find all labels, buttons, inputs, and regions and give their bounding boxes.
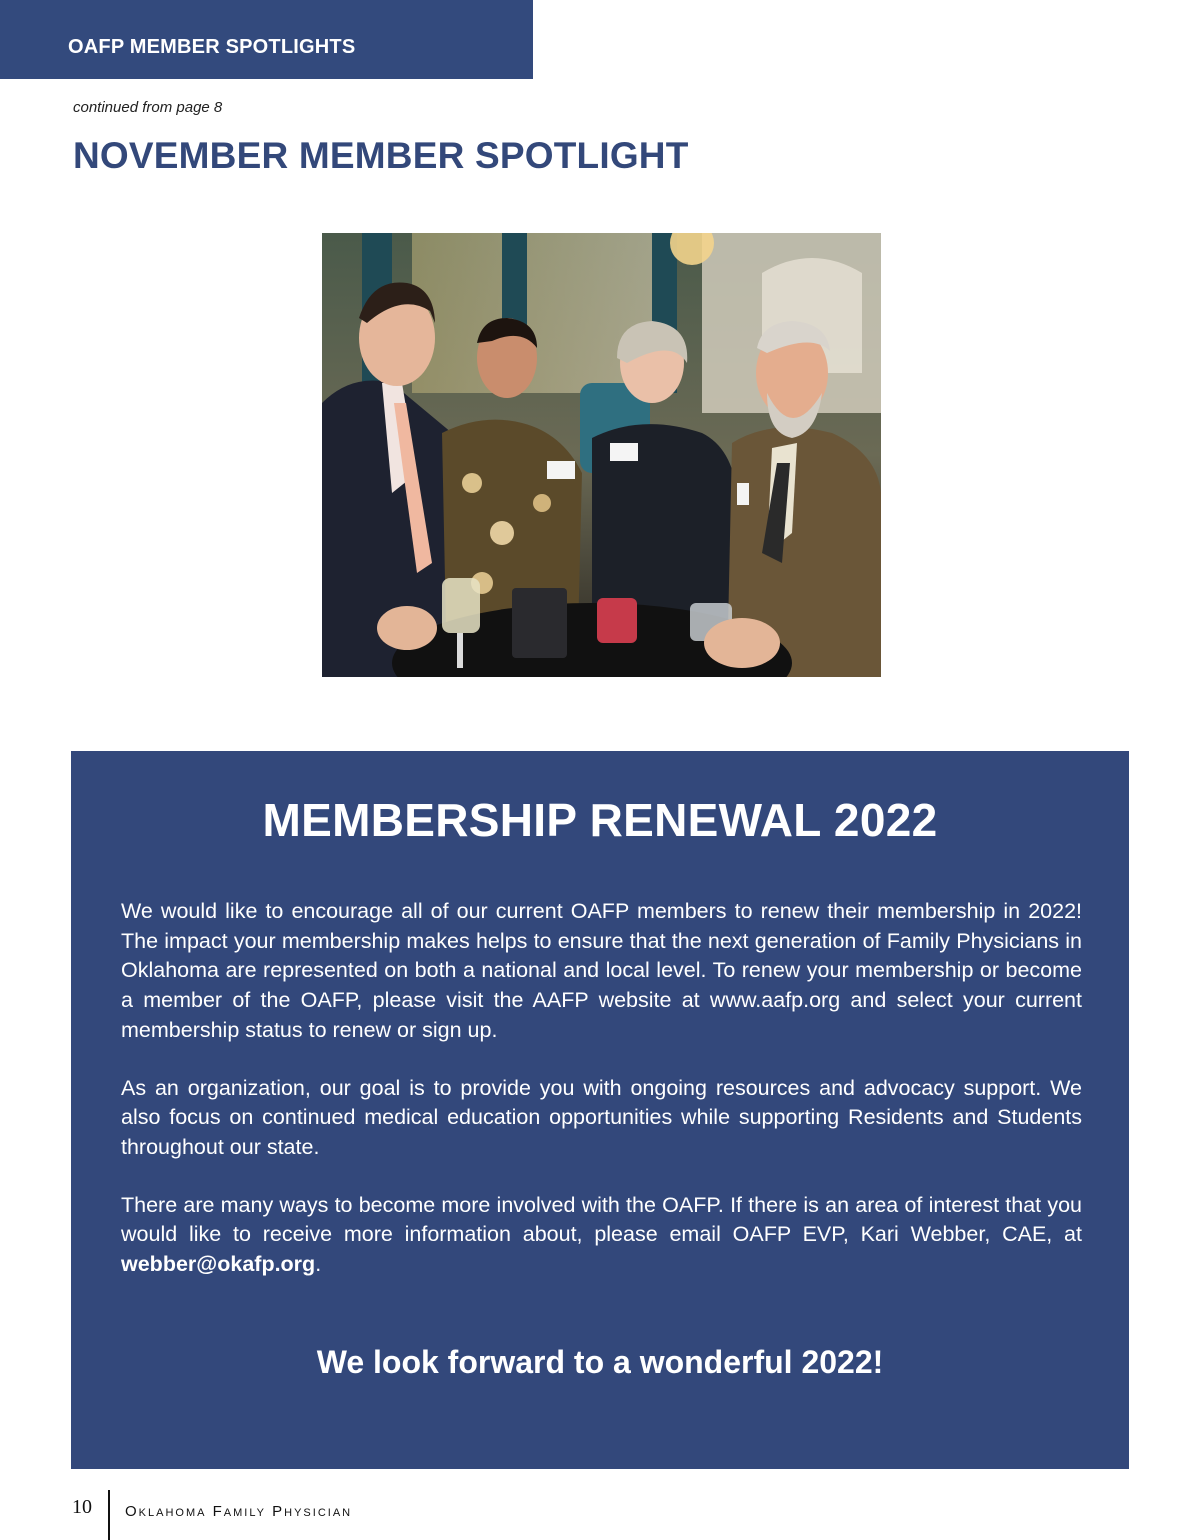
- membership-renewal-box: [71, 751, 1129, 1469]
- section-label: OAFP MEMBER SPOTLIGHTS: [68, 36, 356, 58]
- renewal-body: [121, 897, 1082, 1308]
- renewal-title: MEMBERSHIP RENEWAL 2022: [262, 794, 938, 846]
- spotlight-title: NOVEMBER MEMBER SPOTLIGHT: [73, 135, 689, 176]
- group-photo-icon: [322, 233, 881, 677]
- publication-name: Oklahoma Family Physician: [125, 1503, 353, 1520]
- renewal-closing: We look forward to a wonderful 2022!: [316, 1344, 884, 1380]
- spotlight-photo: [322, 233, 881, 677]
- renewal-paragraph-3-prefix: There are many ways to become more involved with the OAFP. If there is an area of interest that you would like to receive more information about, please email OAFP EVP, Kari Webber, CAE, at: [121, 1192, 1082, 1247]
- continued-note: continued from page 8: [73, 99, 223, 116]
- contact-email-link[interactable]: webber@okafp.org: [121, 1252, 316, 1277]
- page-number: 10: [72, 1496, 92, 1518]
- renewal-paragraph-2: As an organization, our goal is to provide you with ongoing resources and advocacy support. We also focus on continued medical education opportunities while supporting Residents and Students throughout our state.: [121, 1075, 1082, 1159]
- renewal-paragraph-3: [121, 1191, 1082, 1280]
- renewal-paragraph-3-suffix: .: [315, 1252, 322, 1277]
- section-header-band: [0, 0, 533, 79]
- footer-divider: [108, 1490, 110, 1540]
- renewal-paragraph-1: We would like to encourage all of our current OAFP members to renew their membership in 2022! The impact your membership makes helps to ensure that the next generation of Family Physicians in Oklahoma are represented on both a national and local level. To renew your membership or become a member of the OAFP, please visit the AAFP website at www.aafp.org and select your current membership status to renew or sign up.: [121, 899, 1082, 1042]
